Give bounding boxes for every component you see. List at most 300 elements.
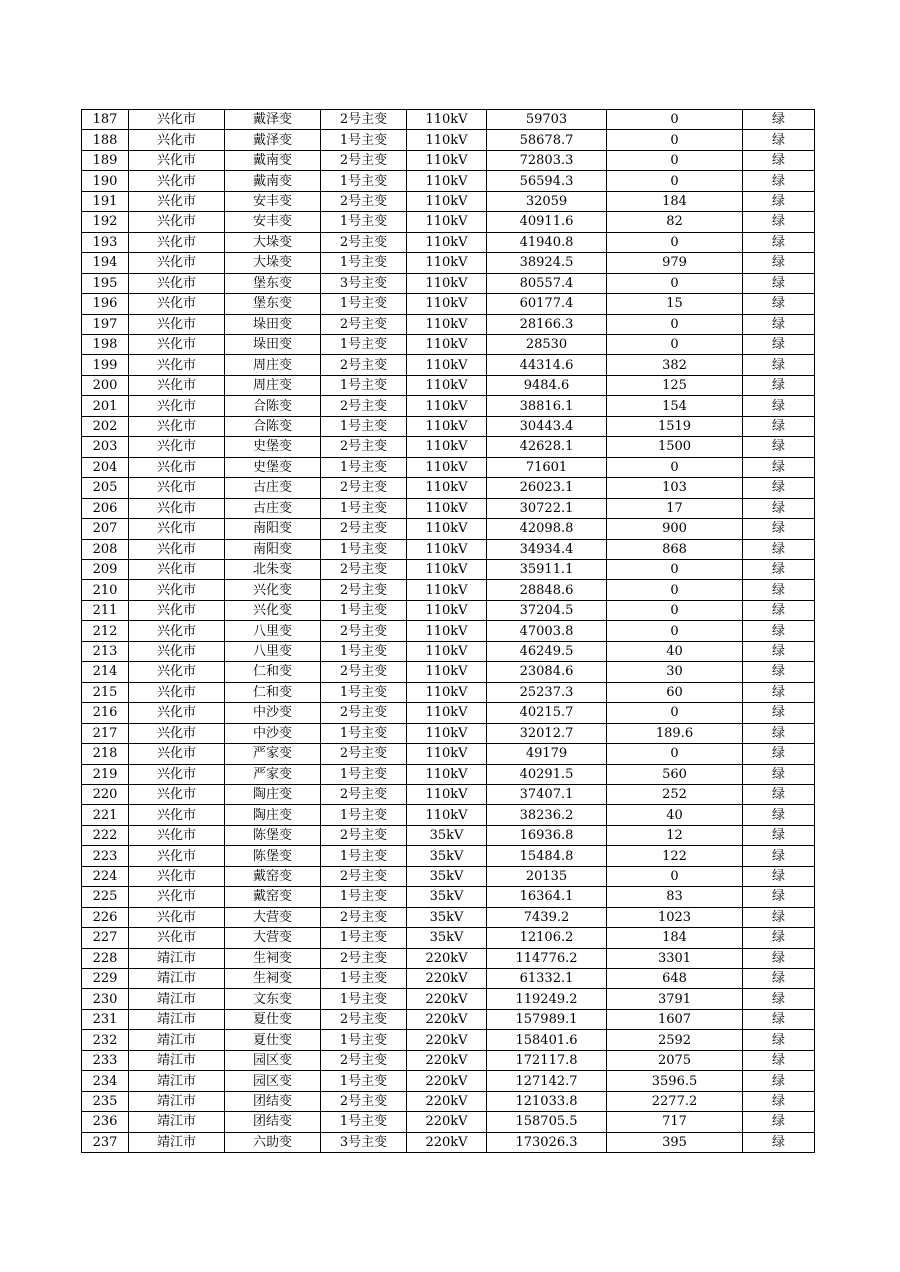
cell-transformer: 1号主变 xyxy=(321,682,407,702)
cell-value: 172117.8 xyxy=(487,1050,607,1070)
cell-voltage: 110kV xyxy=(407,519,487,539)
cell-status: 绿 xyxy=(743,621,815,641)
cell-substation: 垛田变 xyxy=(225,314,321,334)
table-row xyxy=(82,498,815,518)
cell-value: 56594.3 xyxy=(487,171,607,191)
cell-substation: 陶庄变 xyxy=(225,805,321,825)
cell-city: 兴化市 xyxy=(129,825,225,845)
cell-city: 兴化市 xyxy=(129,682,225,702)
cell-index: 206 xyxy=(82,498,129,518)
cell-transformer: 2号主变 xyxy=(321,1009,407,1029)
cell-status: 绿 xyxy=(743,539,815,559)
cell-substation: 史堡变 xyxy=(225,457,321,477)
cell-status: 绿 xyxy=(743,764,815,784)
cell-status: 绿 xyxy=(743,846,815,866)
cell-amount: 0 xyxy=(607,314,743,334)
cell-value: 119249.2 xyxy=(487,989,607,1009)
cell-substation: 合陈变 xyxy=(225,416,321,436)
cell-amount: 0 xyxy=(607,273,743,293)
cell-city: 兴化市 xyxy=(129,866,225,886)
cell-index: 198 xyxy=(82,334,129,354)
table-row xyxy=(82,232,815,252)
cell-index: 216 xyxy=(82,703,129,723)
cell-status: 绿 xyxy=(743,682,815,702)
cell-status: 绿 xyxy=(743,191,815,211)
cell-transformer: 2号主变 xyxy=(321,866,407,886)
cell-transformer: 1号主变 xyxy=(321,887,407,907)
cell-voltage: 220kV xyxy=(407,1030,487,1050)
table-row xyxy=(82,580,815,600)
cell-amount: 0 xyxy=(607,559,743,579)
cell-transformer: 3号主变 xyxy=(321,273,407,293)
cell-city: 兴化市 xyxy=(129,334,225,354)
cell-substation: 南阳变 xyxy=(225,519,321,539)
table-row xyxy=(82,866,815,886)
cell-amount: 2075 xyxy=(607,1050,743,1070)
cell-value: 58678.7 xyxy=(487,130,607,150)
cell-value: 37204.5 xyxy=(487,600,607,620)
cell-status: 绿 xyxy=(743,784,815,804)
cell-city: 兴化市 xyxy=(129,600,225,620)
cell-amount: 189.6 xyxy=(607,723,743,743)
cell-status: 绿 xyxy=(743,887,815,907)
cell-city: 兴化市 xyxy=(129,253,225,273)
cell-substation: 生祠变 xyxy=(225,948,321,968)
cell-index: 197 xyxy=(82,314,129,334)
cell-index: 192 xyxy=(82,212,129,232)
cell-voltage: 110kV xyxy=(407,559,487,579)
cell-index: 200 xyxy=(82,375,129,395)
cell-status: 绿 xyxy=(743,1009,815,1029)
cell-status: 绿 xyxy=(743,171,815,191)
table-row xyxy=(82,928,815,948)
cell-status: 绿 xyxy=(743,969,815,989)
cell-index: 237 xyxy=(82,1132,129,1152)
table-row xyxy=(82,294,815,314)
cell-status: 绿 xyxy=(743,437,815,457)
cell-amount: 17 xyxy=(607,498,743,518)
cell-transformer: 1号主变 xyxy=(321,600,407,620)
cell-substation: 戴南变 xyxy=(225,171,321,191)
cell-voltage: 110kV xyxy=(407,723,487,743)
table-row xyxy=(82,744,815,764)
cell-index: 201 xyxy=(82,396,129,416)
cell-status: 绿 xyxy=(743,600,815,620)
cell-voltage: 110kV xyxy=(407,580,487,600)
cell-status: 绿 xyxy=(743,1050,815,1070)
cell-status: 绿 xyxy=(743,314,815,334)
cell-transformer: 1号主变 xyxy=(321,253,407,273)
cell-index: 232 xyxy=(82,1030,129,1050)
cell-city: 兴化市 xyxy=(129,150,225,170)
cell-voltage: 110kV xyxy=(407,478,487,498)
cell-city: 靖江市 xyxy=(129,1132,225,1152)
cell-voltage: 220kV xyxy=(407,1050,487,1070)
cell-index: 223 xyxy=(82,846,129,866)
table-row xyxy=(82,621,815,641)
cell-voltage: 110kV xyxy=(407,682,487,702)
cell-transformer: 2号主变 xyxy=(321,744,407,764)
cell-substation: 夏仕变 xyxy=(225,1030,321,1050)
cell-transformer: 1号主变 xyxy=(321,846,407,866)
table-body xyxy=(82,110,815,1153)
cell-city: 靖江市 xyxy=(129,1050,225,1070)
cell-amount: 2592 xyxy=(607,1030,743,1050)
cell-index: 235 xyxy=(82,1091,129,1111)
cell-value: 42098.8 xyxy=(487,519,607,539)
cell-index: 229 xyxy=(82,969,129,989)
table-row xyxy=(82,784,815,804)
cell-substation: 夏仕变 xyxy=(225,1009,321,1029)
table-row xyxy=(82,1050,815,1070)
cell-city: 兴化市 xyxy=(129,375,225,395)
cell-value: 28530 xyxy=(487,334,607,354)
table-row xyxy=(82,846,815,866)
cell-transformer: 2号主变 xyxy=(321,621,407,641)
table-row xyxy=(82,150,815,170)
cell-amount: 560 xyxy=(607,764,743,784)
cell-value: 44314.6 xyxy=(487,355,607,375)
cell-substation: 陈堡变 xyxy=(225,825,321,845)
cell-value: 30722.1 xyxy=(487,498,607,518)
cell-city: 兴化市 xyxy=(129,437,225,457)
cell-status: 绿 xyxy=(743,519,815,539)
cell-amount: 3301 xyxy=(607,948,743,968)
cell-voltage: 110kV xyxy=(407,805,487,825)
cell-voltage: 110kV xyxy=(407,621,487,641)
cell-transformer: 1号主变 xyxy=(321,1030,407,1050)
cell-city: 兴化市 xyxy=(129,457,225,477)
cell-status: 绿 xyxy=(743,559,815,579)
cell-amount: 184 xyxy=(607,928,743,948)
table-row xyxy=(82,682,815,702)
table-row xyxy=(82,969,815,989)
table-row xyxy=(82,825,815,845)
cell-amount: 252 xyxy=(607,784,743,804)
cell-index: 203 xyxy=(82,437,129,457)
cell-transformer: 1号主变 xyxy=(321,764,407,784)
cell-status: 绿 xyxy=(743,825,815,845)
cell-index: 227 xyxy=(82,928,129,948)
cell-voltage: 220kV xyxy=(407,1071,487,1091)
cell-substation: 大垛变 xyxy=(225,232,321,252)
table-row xyxy=(82,703,815,723)
cell-substation: 垛田变 xyxy=(225,334,321,354)
cell-substation: 合陈变 xyxy=(225,396,321,416)
cell-voltage: 220kV xyxy=(407,989,487,1009)
cell-transformer: 1号主变 xyxy=(321,969,407,989)
table-row xyxy=(82,662,815,682)
cell-voltage: 220kV xyxy=(407,1091,487,1111)
cell-amount: 0 xyxy=(607,744,743,764)
table-row xyxy=(82,171,815,191)
cell-value: 72803.3 xyxy=(487,150,607,170)
cell-transformer: 1号主变 xyxy=(321,212,407,232)
cell-value: 38924.5 xyxy=(487,253,607,273)
cell-value: 34934.4 xyxy=(487,539,607,559)
cell-voltage: 35kV xyxy=(407,866,487,886)
cell-substation: 大营变 xyxy=(225,907,321,927)
cell-transformer: 2号主变 xyxy=(321,703,407,723)
cell-transformer: 1号主变 xyxy=(321,928,407,948)
cell-transformer: 1号主变 xyxy=(321,130,407,150)
cell-transformer: 2号主变 xyxy=(321,478,407,498)
table-row xyxy=(82,314,815,334)
cell-transformer: 1号主变 xyxy=(321,294,407,314)
cell-amount: 103 xyxy=(607,478,743,498)
cell-value: 9484.6 xyxy=(487,375,607,395)
cell-substation: 生祠变 xyxy=(225,969,321,989)
cell-substation: 八里变 xyxy=(225,641,321,661)
cell-value: 40215.7 xyxy=(487,703,607,723)
cell-value: 35911.1 xyxy=(487,559,607,579)
cell-city: 兴化市 xyxy=(129,928,225,948)
table-row xyxy=(82,907,815,927)
cell-index: 193 xyxy=(82,232,129,252)
cell-voltage: 110kV xyxy=(407,457,487,477)
cell-value: 12106.2 xyxy=(487,928,607,948)
cell-amount: 648 xyxy=(607,969,743,989)
cell-amount: 40 xyxy=(607,805,743,825)
cell-amount: 900 xyxy=(607,519,743,539)
cell-status: 绿 xyxy=(743,478,815,498)
cell-index: 215 xyxy=(82,682,129,702)
cell-transformer: 1号主变 xyxy=(321,375,407,395)
cell-value: 173026.3 xyxy=(487,1132,607,1152)
cell-value: 157989.1 xyxy=(487,1009,607,1029)
cell-transformer: 2号主变 xyxy=(321,150,407,170)
cell-value: 28166.3 xyxy=(487,314,607,334)
cell-value: 20135 xyxy=(487,866,607,886)
cell-transformer: 2号主变 xyxy=(321,580,407,600)
cell-value: 61332.1 xyxy=(487,969,607,989)
cell-index: 199 xyxy=(82,355,129,375)
cell-city: 兴化市 xyxy=(129,294,225,314)
cell-value: 28848.6 xyxy=(487,580,607,600)
cell-city: 兴化市 xyxy=(129,580,225,600)
cell-transformer: 1号主变 xyxy=(321,457,407,477)
cell-index: 194 xyxy=(82,253,129,273)
cell-voltage: 110kV xyxy=(407,498,487,518)
cell-transformer: 2号主变 xyxy=(321,355,407,375)
cell-amount: 0 xyxy=(607,171,743,191)
cell-amount: 0 xyxy=(607,703,743,723)
cell-substation: 北朱变 xyxy=(225,559,321,579)
table-row xyxy=(82,559,815,579)
cell-transformer: 1号主变 xyxy=(321,723,407,743)
cell-index: 217 xyxy=(82,723,129,743)
cell-status: 绿 xyxy=(743,150,815,170)
cell-index: 214 xyxy=(82,662,129,682)
table-row xyxy=(82,805,815,825)
cell-voltage: 110kV xyxy=(407,191,487,211)
cell-value: 47003.8 xyxy=(487,621,607,641)
cell-transformer: 2号主变 xyxy=(321,559,407,579)
cell-value: 59703 xyxy=(487,110,607,130)
cell-transformer: 2号主变 xyxy=(321,662,407,682)
cell-city: 兴化市 xyxy=(129,212,225,232)
cell-voltage: 220kV xyxy=(407,969,487,989)
cell-city: 兴化市 xyxy=(129,478,225,498)
cell-amount: 717 xyxy=(607,1112,743,1132)
cell-voltage: 110kV xyxy=(407,744,487,764)
cell-city: 靖江市 xyxy=(129,1112,225,1132)
cell-status: 绿 xyxy=(743,641,815,661)
table-row xyxy=(82,539,815,559)
table-row xyxy=(82,1009,815,1029)
cell-voltage: 110kV xyxy=(407,355,487,375)
cell-transformer: 2号主变 xyxy=(321,519,407,539)
cell-voltage: 110kV xyxy=(407,396,487,416)
cell-city: 靖江市 xyxy=(129,1091,225,1111)
cell-transformer: 1号主变 xyxy=(321,539,407,559)
cell-transformer: 2号主变 xyxy=(321,907,407,927)
cell-voltage: 110kV xyxy=(407,171,487,191)
cell-status: 绿 xyxy=(743,907,815,927)
cell-substation: 戴南变 xyxy=(225,150,321,170)
cell-status: 绿 xyxy=(743,703,815,723)
cell-status: 绿 xyxy=(743,253,815,273)
cell-status: 绿 xyxy=(743,662,815,682)
cell-index: 207 xyxy=(82,519,129,539)
cell-substation: 兴化变 xyxy=(225,600,321,620)
cell-voltage: 35kV xyxy=(407,928,487,948)
cell-city: 兴化市 xyxy=(129,130,225,150)
cell-amount: 0 xyxy=(607,580,743,600)
table-row xyxy=(82,723,815,743)
cell-index: 209 xyxy=(82,559,129,579)
cell-substation: 团结变 xyxy=(225,1112,321,1132)
cell-substation: 堡东变 xyxy=(225,294,321,314)
cell-city: 兴化市 xyxy=(129,416,225,436)
cell-voltage: 110kV xyxy=(407,662,487,682)
cell-voltage: 110kV xyxy=(407,703,487,723)
cell-amount: 0 xyxy=(607,866,743,886)
cell-amount: 0 xyxy=(607,600,743,620)
table-row xyxy=(82,334,815,354)
cell-city: 兴化市 xyxy=(129,662,225,682)
table-row xyxy=(82,212,815,232)
cell-index: 228 xyxy=(82,948,129,968)
cell-voltage: 110kV xyxy=(407,110,487,130)
cell-substation: 周庄变 xyxy=(225,375,321,395)
cell-voltage: 220kV xyxy=(407,1112,487,1132)
cell-status: 绿 xyxy=(743,457,815,477)
cell-voltage: 110kV xyxy=(407,150,487,170)
cell-status: 绿 xyxy=(743,375,815,395)
cell-index: 210 xyxy=(82,580,129,600)
cell-city: 兴化市 xyxy=(129,498,225,518)
cell-city: 靖江市 xyxy=(129,1030,225,1050)
cell-status: 绿 xyxy=(743,498,815,518)
cell-voltage: 35kV xyxy=(407,846,487,866)
cell-transformer: 2号主变 xyxy=(321,437,407,457)
cell-amount: 0 xyxy=(607,232,743,252)
cell-value: 41940.8 xyxy=(487,232,607,252)
cell-substation: 园区变 xyxy=(225,1071,321,1091)
table-row xyxy=(82,948,815,968)
cell-value: 158401.6 xyxy=(487,1030,607,1050)
cell-city: 兴化市 xyxy=(129,846,225,866)
cell-voltage: 110kV xyxy=(407,375,487,395)
cell-city: 兴化市 xyxy=(129,703,225,723)
table-row xyxy=(82,600,815,620)
cell-transformer: 2号主变 xyxy=(321,232,407,252)
table-row xyxy=(82,375,815,395)
cell-index: 220 xyxy=(82,784,129,804)
cell-amount: 2277.2 xyxy=(607,1091,743,1111)
cell-amount: 1607 xyxy=(607,1009,743,1029)
cell-voltage: 110kV xyxy=(407,334,487,354)
table-row xyxy=(82,641,815,661)
cell-city: 兴化市 xyxy=(129,314,225,334)
cell-value: 158705.5 xyxy=(487,1112,607,1132)
cell-index: 218 xyxy=(82,744,129,764)
cell-amount: 60 xyxy=(607,682,743,702)
cell-substation: 安丰变 xyxy=(225,212,321,232)
cell-value: 25237.3 xyxy=(487,682,607,702)
cell-index: 230 xyxy=(82,989,129,1009)
cell-status: 绿 xyxy=(743,294,815,314)
cell-transformer: 1号主变 xyxy=(321,1071,407,1091)
cell-substation: 陈堡变 xyxy=(225,846,321,866)
cell-amount: 82 xyxy=(607,212,743,232)
cell-status: 绿 xyxy=(743,723,815,743)
cell-value: 46249.5 xyxy=(487,641,607,661)
cell-city: 兴化市 xyxy=(129,191,225,211)
cell-value: 23084.6 xyxy=(487,662,607,682)
cell-index: 191 xyxy=(82,191,129,211)
cell-value: 42628.1 xyxy=(487,437,607,457)
cell-city: 兴化市 xyxy=(129,110,225,130)
cell-value: 60177.4 xyxy=(487,294,607,314)
cell-index: 188 xyxy=(82,130,129,150)
cell-voltage: 35kV xyxy=(407,907,487,927)
cell-transformer: 2号主变 xyxy=(321,191,407,211)
cell-substation: 周庄变 xyxy=(225,355,321,375)
cell-city: 兴化市 xyxy=(129,744,225,764)
cell-amount: 30 xyxy=(607,662,743,682)
cell-substation: 团结变 xyxy=(225,1091,321,1111)
cell-transformer: 1号主变 xyxy=(321,641,407,661)
cell-value: 121033.8 xyxy=(487,1091,607,1111)
table-row xyxy=(82,191,815,211)
cell-index: 202 xyxy=(82,416,129,436)
cell-index: 226 xyxy=(82,907,129,927)
cell-index: 196 xyxy=(82,294,129,314)
table-row xyxy=(82,1091,815,1111)
cell-status: 绿 xyxy=(743,416,815,436)
cell-substation: 戴泽变 xyxy=(225,130,321,150)
cell-index: 224 xyxy=(82,866,129,886)
cell-city: 靖江市 xyxy=(129,969,225,989)
cell-city: 兴化市 xyxy=(129,355,225,375)
cell-substation: 中沙变 xyxy=(225,723,321,743)
cell-index: 236 xyxy=(82,1112,129,1132)
cell-substation: 严家变 xyxy=(225,744,321,764)
cell-status: 绿 xyxy=(743,110,815,130)
cell-value: 32012.7 xyxy=(487,723,607,743)
cell-transformer: 1号主变 xyxy=(321,334,407,354)
cell-substation: 戴泽变 xyxy=(225,110,321,130)
cell-index: 219 xyxy=(82,764,129,784)
cell-index: 221 xyxy=(82,805,129,825)
cell-substation: 六助变 xyxy=(225,1132,321,1152)
cell-substation: 古庄变 xyxy=(225,478,321,498)
cell-value: 80557.4 xyxy=(487,273,607,293)
cell-transformer: 2号主变 xyxy=(321,110,407,130)
cell-transformer: 1号主变 xyxy=(321,1112,407,1132)
